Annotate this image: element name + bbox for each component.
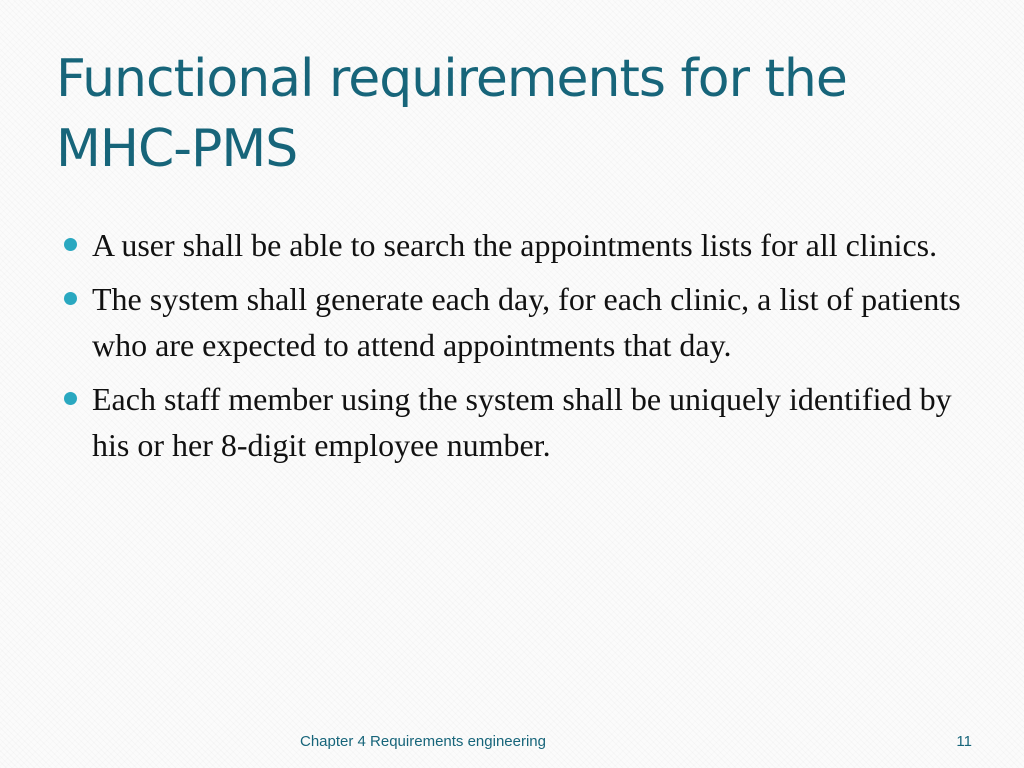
bullet-dot-icon [64,392,77,405]
bullet-dot-icon [64,292,77,305]
bullet-text: A user shall be able to search the appointments lists for all clinics. [92,227,938,263]
bullet-text: The system shall generate each day, for each clinic, a list of patients who are expected to attend appointments that day. [92,281,961,363]
bullet-item [64,376,964,468]
slide-title [56,44,996,184]
bullet-item [64,276,964,368]
bullet-text: Each staff member using the system shall be uniquely identified by his or her 8-digit employee number. [92,381,952,463]
page-number: 11 [956,733,972,750]
bullet-item [64,222,964,268]
footer-chapter-label: Chapter 4 Requirements engineering [300,733,546,750]
slide-title-line-1: Functional requirements for the [56,49,847,109]
slide-title-line-2: MHC-PMS [56,119,298,179]
bullet-dot-icon [64,238,77,251]
bullet-list [64,222,964,476]
